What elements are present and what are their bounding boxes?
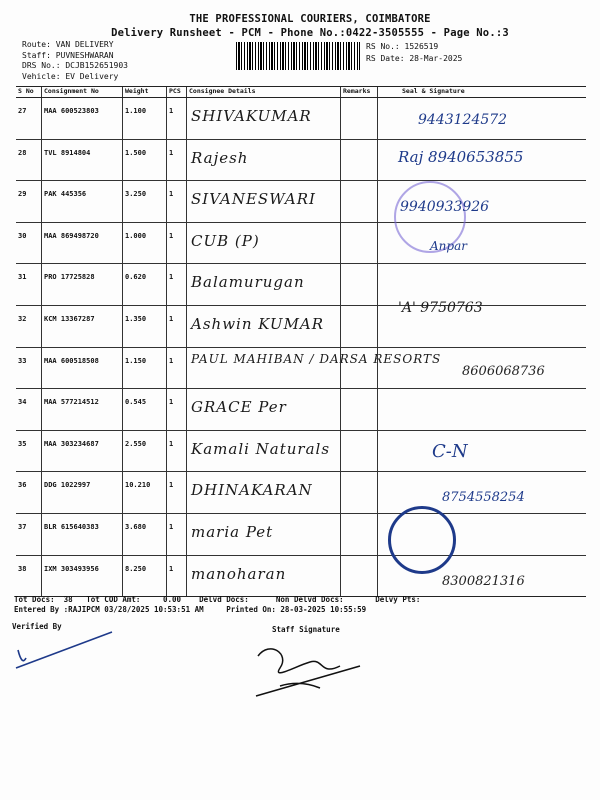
route-text: Route: VAN DELIVERY [22,40,114,49]
rs-date-text: RS Date: 28-Mar-2025 [366,54,463,63]
col-pcs-header: PCS [166,87,186,97]
signature-handwriting: 8754558254 [442,490,525,506]
sno-cell: 30 [18,231,27,240]
pcs-cell: 1 [166,98,186,139]
company-title: THE PROFESSIONAL COURIERS, COIMBATORE [189,13,431,25]
delivery-table [16,86,586,597]
weight-cell: 3.250 [122,181,166,222]
pcs-cell: 1 [166,223,186,264]
consignee-handwriting: Kamali Naturals [191,439,331,458]
table-row [16,299,586,348]
pcs-cell: 1 [166,431,186,472]
staff-signature [250,636,370,700]
consignment-cell: PAK 445356 [41,181,122,222]
col-consignment-header: Consignment No [41,87,122,97]
signature-cell [377,472,586,513]
runsheet-meta-right [366,41,462,65]
sno-cell: 29 [18,190,27,199]
verified-by-label: Verified By [12,622,62,631]
sno-cell: 27 [18,107,27,115]
consignment-cell: TVL 8914804 [41,140,122,181]
consignment-cell: MAA 600523803 [41,98,122,139]
table-row [16,264,586,306]
signature-cell [377,98,586,139]
consignment-cell: MAA 869498720 [41,223,122,264]
consignment-cell: MAA 303234687 [41,431,122,472]
signature-handwriting: C-N [432,440,468,462]
entered-by-line: Entered By :RAJIPCM 03/28/2025 10:53:51 AM Printed On: 28-03-2025 10:55:59 [14,605,367,614]
staff-signature-label: Staff Signature [272,625,340,634]
col-remarks-header: Remarks [340,87,377,97]
signature-cell [377,389,586,430]
consignment-cell: PRO 17725828 [41,264,122,305]
col-consignee-header: Consignee Details [186,87,340,97]
weight-cell: 1.150 [122,348,166,389]
weight-cell: 1.100 [122,98,166,139]
pcs-cell: 1 [166,306,186,347]
pcs-cell: 1 [166,348,186,389]
pcs-cell: 1 [166,264,186,305]
table-row [16,140,586,182]
weight-cell: 0.620 [122,264,166,305]
consignee-handwriting: Balamurugan [191,273,305,292]
weight-cell: 1.500 [122,140,166,181]
consignment-cell: MAA 600518508 [41,348,122,389]
table-row [16,181,586,223]
weight-cell: 1.350 [122,306,166,347]
sno-cell: 31 [18,273,27,282]
signature-handwriting: 9940933926 [400,199,490,216]
sno-cell: 35 [18,439,27,448]
table-row [16,223,586,265]
signature-cell [377,140,586,181]
table-row [16,556,586,597]
table-row [16,472,586,514]
consignee-cell [186,431,340,472]
consignment-cell: MAA 577214512 [41,389,122,430]
runsheet-subtitle: Delivery Runsheet - PCM - Phone No.:0422-3505555 - Page No.:3 [111,27,509,39]
signature-cell [377,556,586,597]
remarks-cell [340,348,377,389]
pcs-cell: 1 [166,181,186,222]
remarks-cell [340,223,377,264]
consignee-handwriting: Ashwin KUMAR [191,314,325,333]
consignee-cell [186,389,340,430]
remarks-cell [340,556,377,597]
signature-cell [377,299,586,347]
consignment-cell: BLR 615640383 [41,514,122,555]
table-row [16,514,586,556]
consignment-cell: KCM 13367287 [41,306,122,347]
consignee-handwriting: manoharan [191,564,287,583]
weight-cell: 8.250 [122,556,166,597]
vehicle-text: Vehicle: EV Delivery [22,71,119,81]
signature-handwriting: 8300821316 [442,573,525,589]
remarks-cell [340,306,377,347]
remarks-cell [340,472,377,513]
weight-cell: 0.545 [122,389,166,430]
totals-line: Tot Docs: 38 Tot COD Amt: 0.00 Delvd Docs: Non Delvd Docs: Delvy Pts: [14,595,421,604]
sno-cell: 36 [18,481,27,490]
signature-cell [377,223,586,264]
col-seal-label: Seal & Signature [402,87,465,95]
consignee-cell [186,472,340,513]
consignee-cell [186,140,340,181]
table-row [16,348,586,390]
runsheet-meta-left [22,40,128,82]
signature-handwriting: Anpar [430,238,467,253]
remarks-cell [340,389,377,430]
sno-cell: 37 [18,522,27,531]
consignee-handwriting: DHINAKARAN [191,481,313,500]
barcode [236,42,360,70]
remarks-cell [340,431,377,472]
consignee-cell [186,98,340,139]
consignee-handwriting: SHIVAKUMAR [191,107,312,125]
pcs-cell: 1 [166,472,186,513]
consignee-cell [186,264,340,305]
consignee-handwriting: CUB (P) [191,231,260,250]
pcs-cell: 1 [166,514,186,555]
weight-cell: 3.680 [122,514,166,555]
signature-cell [377,348,586,389]
signature-cell [377,514,586,555]
table-row [16,389,586,431]
col-weight-header: Weight [122,87,166,97]
weight-cell: 2.550 [122,431,166,472]
remarks-cell [340,181,377,222]
consignee-handwriting: GRACE Per [191,398,287,417]
consignee-handwriting: PAUL MAHIBAN / DARSA RESORTS [191,351,442,366]
consignee-cell [186,556,340,597]
sno-cell: 28 [18,148,27,157]
signature-cell [377,264,586,305]
weight-cell: 10.210 [122,472,166,513]
consignee-cell [186,348,442,389]
signature-handwriting: 9443124572 [418,112,508,128]
remarks-cell [340,514,377,555]
pcs-cell: 1 [166,389,186,430]
consignee-handwriting: maria Pet [191,522,274,541]
consignee-cell [186,514,340,555]
sno-cell: 32 [18,314,27,323]
consignment-cell: IXM 303493956 [41,556,122,597]
remarks-cell [340,98,377,139]
signature-handwriting: 'A' 9750763 [398,299,483,316]
col-seal-header [377,87,586,97]
table-row [16,98,586,140]
consignment-cell: DDG 1022997 [41,472,122,513]
rs-no-text: RS No.: 1526519 [366,42,439,51]
remarks-cell [340,264,377,305]
verified-signature [12,628,122,672]
drs-text: DRS No.: DCJB152651903 [22,61,128,70]
consignee-handwriting: Rajesh [191,148,249,167]
sno-cell: 38 [18,564,27,573]
consignee-handwriting: SIVANESWARI [191,190,316,209]
consignee-cell [186,181,340,222]
signature-cell [377,431,586,472]
pcs-cell: 1 [166,556,186,597]
signature-handwriting: Raj 8940653855 [398,147,524,166]
col-sno-header: S No [18,87,34,95]
remarks-cell [340,140,377,181]
consignee-cell [186,223,340,264]
weight-cell: 1.000 [122,223,166,264]
table-header [16,87,586,98]
consignee-cell [186,306,340,347]
signature-cell [377,181,586,222]
staff-text: Staff: PUVNESHWARAN [22,50,114,60]
signature-handwriting: 8606068736 [462,363,545,379]
pcs-cell: 1 [166,140,186,181]
table-row [16,431,586,473]
sno-cell: 34 [18,398,27,407]
sno-cell: 33 [18,356,27,365]
